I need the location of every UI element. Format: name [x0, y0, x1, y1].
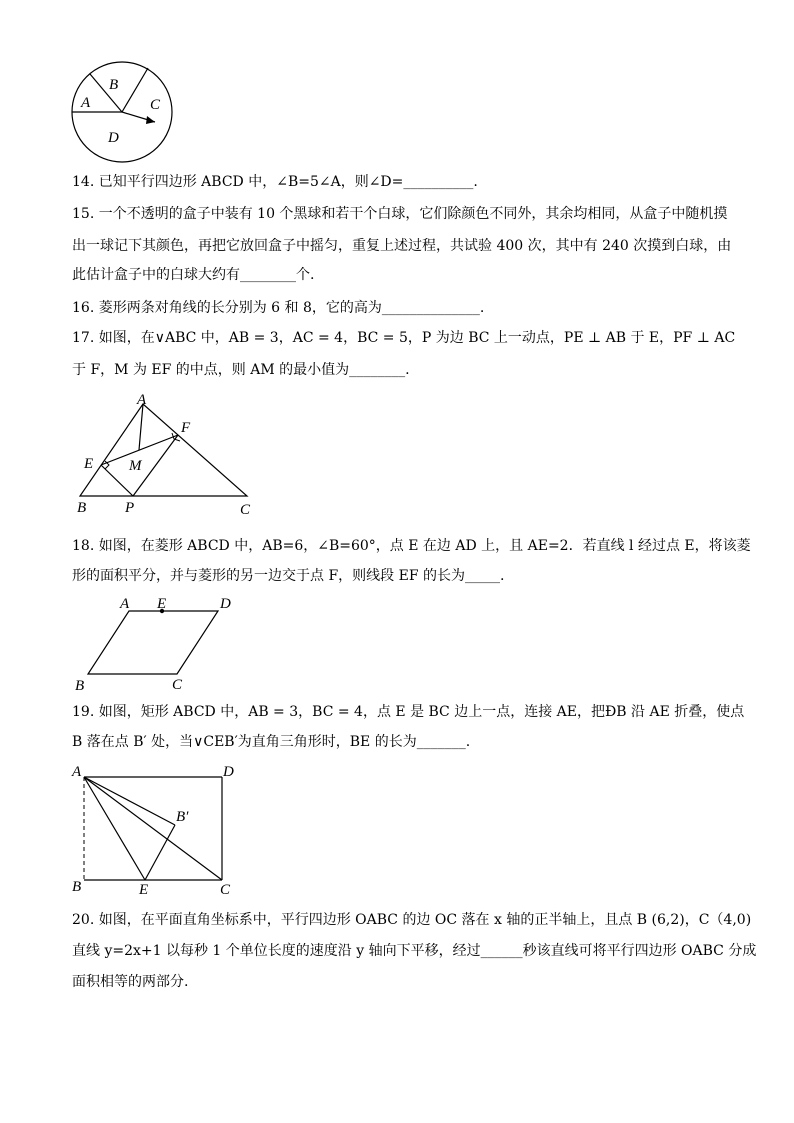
- sector-label-a: A: [81, 95, 91, 111]
- question-15-line-2: 出一球记下其颜色，再把它放回盒子中摇匀，重复上述过程，共试验 400 次，其中有 240 次摸到白球，由: [72, 238, 732, 254]
- point-label-m: M: [129, 458, 142, 474]
- point-label-a: A: [120, 596, 130, 612]
- point-label-a: A: [72, 764, 82, 780]
- point-label-b: B: [75, 678, 85, 694]
- rhombus-figure-q18: [68, 592, 248, 696]
- point-label-c: C: [220, 882, 231, 898]
- point-label-d: D: [223, 764, 234, 780]
- question-18-line-1: 18. 如图，在菱形 ABCD 中，AB=6，∠B=60°，点 E 在边 AD 上，且 AE=2．若直线 l 经过点 E，将该菱: [72, 538, 751, 554]
- point-label-e: E: [157, 596, 167, 612]
- sector-label-c: C: [150, 97, 161, 113]
- question-15-line-1: 15. 一个不透明的盒子中装有 10 个黑球和若干个白球，它们除颜色不同外，其余均相同，从盒子中随机摸: [72, 206, 728, 222]
- point-label-e: E: [139, 882, 149, 898]
- point-label-b: B: [72, 879, 82, 895]
- question-19-line-2: B 落在点 B′ 处，当∨CEB′为直角三角形时，BE 的长为_______.: [72, 734, 471, 750]
- sector-label-b: B: [109, 77, 119, 93]
- triangle-figure-q17: [68, 388, 268, 520]
- point-label-d: D: [220, 596, 231, 612]
- point-label-b: B: [77, 500, 87, 516]
- question-18-line-2: 形的面积平分，并与菱形的另一边交于点 F，则线段 EF 的长为_____.: [72, 568, 505, 584]
- question-16: 16. 菱形两条对角线的长分别为 6 和 8，它的高为______________.: [72, 300, 485, 316]
- point-label-a: A: [137, 392, 147, 408]
- question-20-line-1: 20. 如图，在平面直角坐标系中，平行四边形 OABC 的边 OC 落在 x 轴的正半轴上，且点 B (6,2)，C（4,0): [72, 912, 752, 928]
- point-label-c: C: [172, 677, 183, 693]
- point-label-b-prime: B′: [176, 809, 189, 825]
- question-17-line-2: 于 F，M 为 EF 的中点，则 AM 的最小值为________.: [72, 362, 410, 378]
- question-19-line-1: 19. 如图，矩形 ABCD 中，AB = 3，BC = 4，点 E 是 BC 边上一点，连接 AE，把ÐB 沿 AE 折叠，使点: [72, 704, 745, 720]
- question-20-line-2: 直线 y=2x+1 以每秒 1 个单位长度的速度沿 y 轴向下平移，经过______秒该直线可将平行四边形 OABC 分成: [72, 943, 757, 959]
- question-20-line-3: 面积相等的两部分.: [72, 974, 189, 990]
- point-label-e: E: [84, 456, 94, 472]
- point-label-p: P: [125, 500, 135, 516]
- rectangle-figure-q19: [68, 758, 248, 898]
- sector-label-d: D: [108, 130, 119, 146]
- point-label-c: C: [240, 502, 251, 518]
- spinner-figure: [68, 62, 178, 166]
- question-15-line-3: 此估计盒子中的白球大约有________个.: [72, 267, 315, 283]
- point-label-f: F: [181, 420, 191, 436]
- question-14: 14. 已知平行四边形 ABCD 中，∠B=5∠A，则∠D=__________.: [72, 174, 478, 190]
- question-17-line-1: 17. 如图，在∨ABC 中，AB = 3，AC = 4，BC = 5，P 为边 BC 上一动点，PE ⊥ AB 于 E，PF ⊥ AC: [72, 330, 736, 346]
